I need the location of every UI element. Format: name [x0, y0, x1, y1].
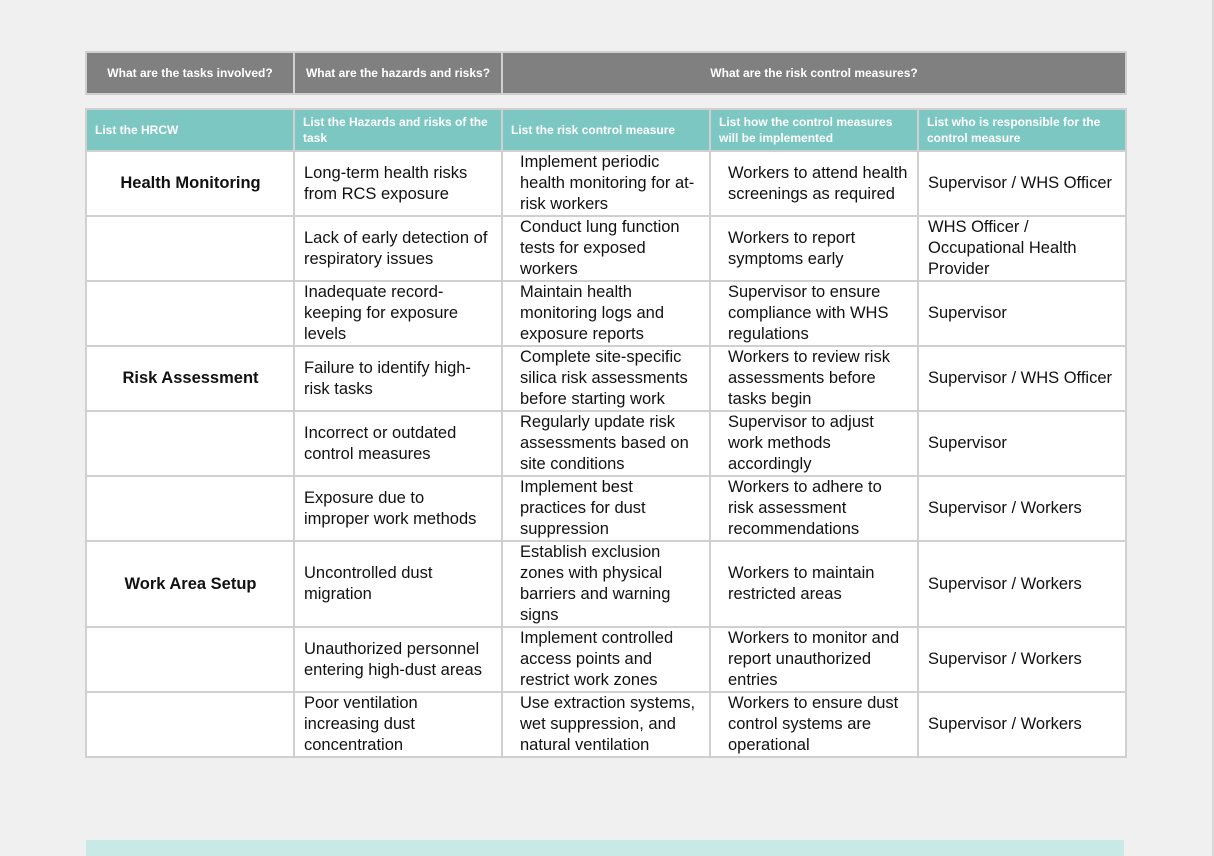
control-cell: Complete site-specific silica risk assessments before starting work: [502, 346, 710, 411]
header-controls: What are the risk control measures?: [502, 52, 1126, 94]
table-row: [86, 281, 1126, 346]
responsible-cell: Supervisor / Workers: [918, 476, 1126, 541]
responsible-cell: Supervisor / WHS Officer: [918, 346, 1126, 411]
control-cell: Establish exclusion zones with physical barriers and warning signs: [502, 541, 710, 627]
table-body: [86, 151, 1126, 757]
task-cell: [86, 692, 294, 757]
subheader-responsible: List who is responsible for the control measure: [918, 109, 1126, 151]
hazard-cell: Exposure due to improper work methods: [294, 476, 502, 541]
implementation-cell: Supervisor to ensure compliance with WHS regulations: [710, 281, 918, 346]
responsible-cell: Supervisor / Workers: [918, 692, 1126, 757]
responsible-cell: Supervisor / Workers: [918, 541, 1126, 627]
task-cell: [86, 281, 294, 346]
table-row: [86, 151, 1126, 216]
responsible-cell: Supervisor: [918, 281, 1126, 346]
control-cell: Implement periodic health monitoring for at-risk workers: [502, 151, 710, 216]
task-cell: Health Monitoring: [86, 151, 294, 216]
task-cell: [86, 627, 294, 692]
responsible-cell: WHS Officer / Occupational Health Provider: [918, 216, 1126, 281]
task-cell: [86, 411, 294, 476]
hazard-cell: Inadequate record-keeping for exposure levels: [294, 281, 502, 346]
risk-control-table: [85, 108, 1127, 758]
implementation-cell: Workers to monitor and report unauthorized entries: [710, 627, 918, 692]
table-row: [86, 627, 1126, 692]
hazard-cell: Poor ventilation increasing dust concentration: [294, 692, 502, 757]
control-cell: Conduct lung function tests for exposed workers: [502, 216, 710, 281]
hazard-cell: Failure to identify high-risk tasks: [294, 346, 502, 411]
header-hazards: What are the hazards and risks?: [294, 52, 502, 94]
task-cell: Risk Assessment: [86, 346, 294, 411]
task-cell: Work Area Setup: [86, 541, 294, 627]
footer-band: [86, 840, 1124, 856]
hazard-cell: Incorrect or outdated control measures: [294, 411, 502, 476]
control-cell: Maintain health monitoring logs and exposure reports: [502, 281, 710, 346]
hazard-cell: Lack of early detection of respiratory issues: [294, 216, 502, 281]
control-cell: Implement controlled access points and restrict work zones: [502, 627, 710, 692]
table-row: [86, 692, 1126, 757]
table-row: [86, 411, 1126, 476]
subheader-control: List the risk control measure: [502, 109, 710, 151]
implementation-cell: Workers to review risk assessments before tasks begin: [710, 346, 918, 411]
implementation-cell: Supervisor to adjust work methods accordingly: [710, 411, 918, 476]
section-header-table: [85, 51, 1127, 95]
hazard-cell: Unauthorized personnel entering high-dust areas: [294, 627, 502, 692]
task-cell: [86, 216, 294, 281]
subheader-implementation: List how the control measures will be implemented: [710, 109, 918, 151]
header-tasks: What are the tasks involved?: [86, 52, 294, 94]
hazard-cell: Uncontrolled dust migration: [294, 541, 502, 627]
subheader-hrcw: List the HRCW: [86, 109, 294, 151]
control-cell: Implement best practices for dust suppression: [502, 476, 710, 541]
implementation-cell: Workers to adhere to risk assessment recommendations: [710, 476, 918, 541]
responsible-cell: Supervisor / Workers: [918, 627, 1126, 692]
table-row: [86, 216, 1126, 281]
implementation-cell: Workers to maintain restricted areas: [710, 541, 918, 627]
implementation-cell: Workers to ensure dust control systems are operational: [710, 692, 918, 757]
table-row: [86, 476, 1126, 541]
control-cell: Regularly update risk assessments based on site conditions: [502, 411, 710, 476]
implementation-cell: Workers to attend health screenings as required: [710, 151, 918, 216]
control-cell: Use extraction systems, wet suppression, and natural ventilation: [502, 692, 710, 757]
hazard-cell: Long-term health risks from RCS exposure: [294, 151, 502, 216]
table-row: [86, 346, 1126, 411]
subheader-hazards: List the Hazards and risks of the task: [294, 109, 502, 151]
table-row: [86, 541, 1126, 627]
task-cell: [86, 476, 294, 541]
responsible-cell: Supervisor: [918, 411, 1126, 476]
implementation-cell: Workers to report symptoms early: [710, 216, 918, 281]
responsible-cell: Supervisor / WHS Officer: [918, 151, 1126, 216]
